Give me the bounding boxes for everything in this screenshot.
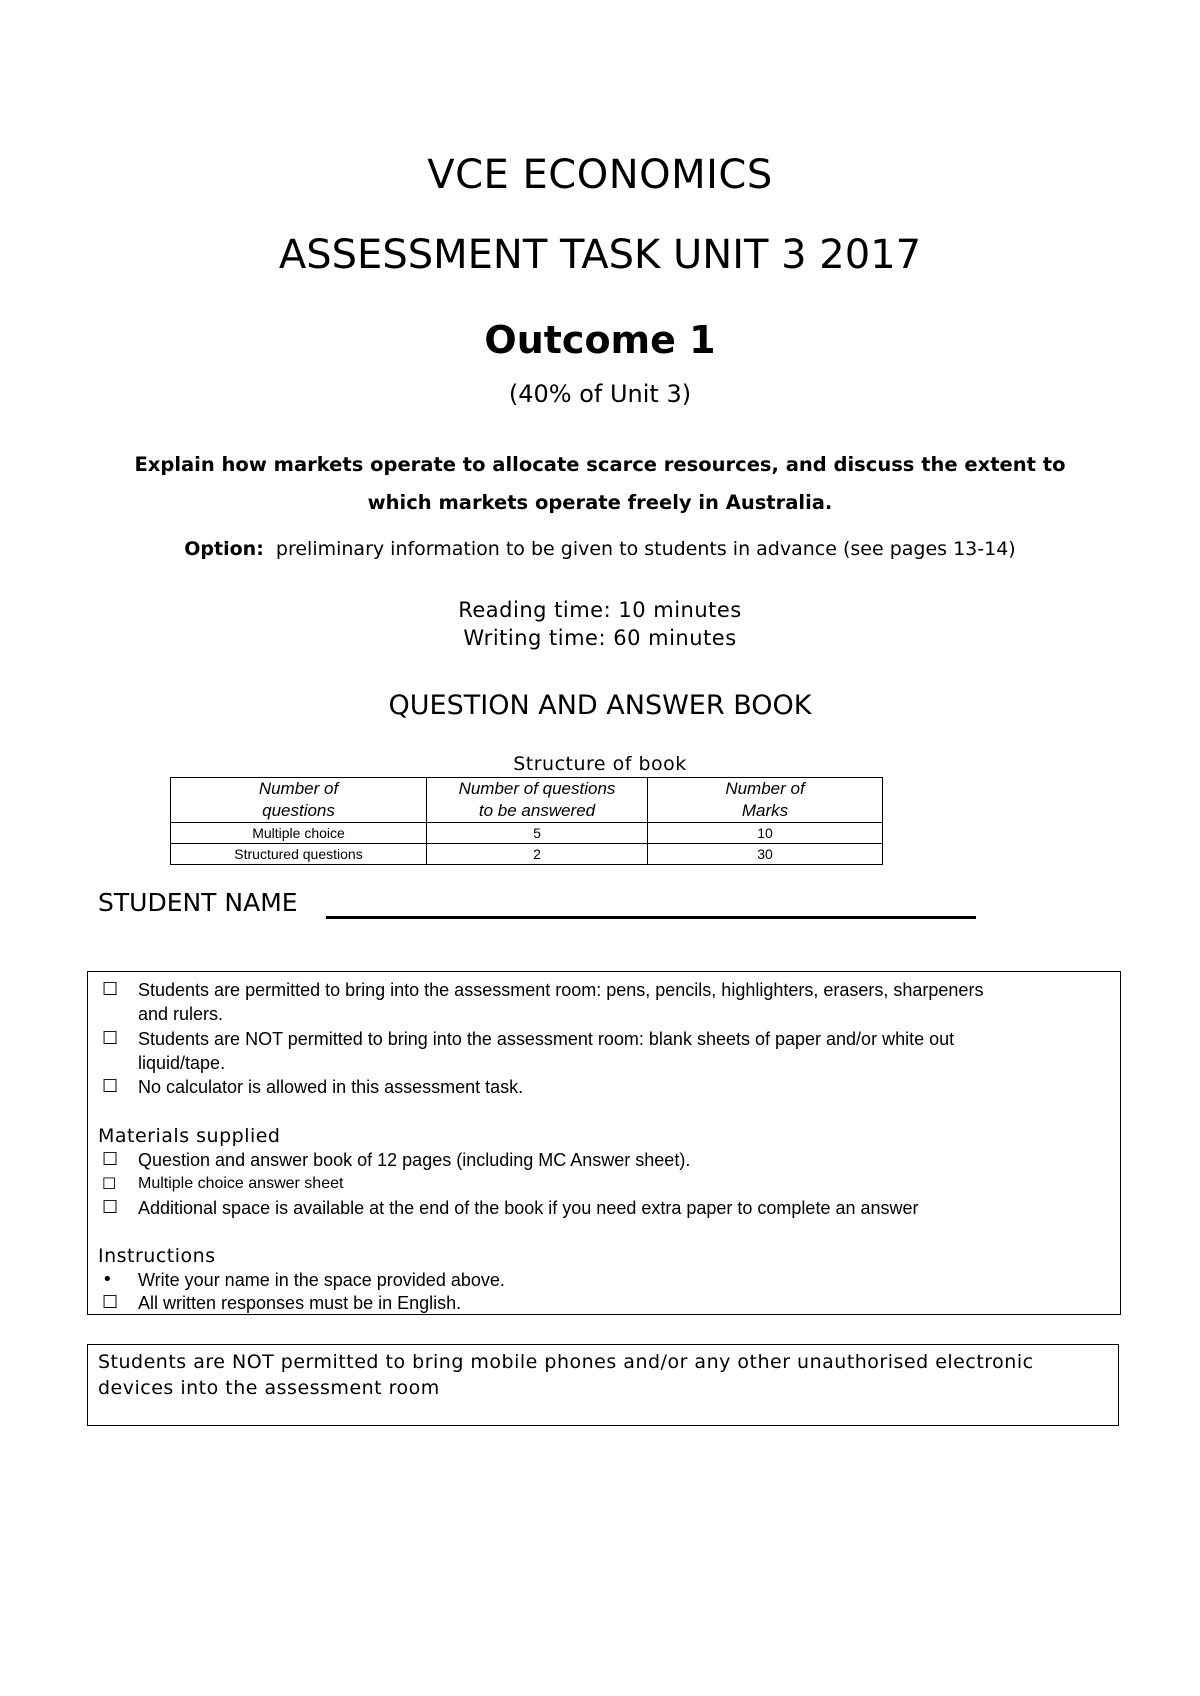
material-text: Additional space is available at the end of the book if you need extra paper to complete an answer bbox=[138, 1198, 919, 1218]
bullet-icon: • bbox=[102, 1269, 113, 1290]
writing-time: Writing time: 60 minutes bbox=[463, 626, 737, 650]
rule-text-line-2: liquid/tape. bbox=[138, 1053, 226, 1073]
material-item bbox=[102, 1148, 1102, 1172]
checkbox-icon[interactable]: ☐ bbox=[102, 1076, 119, 1097]
rule-item bbox=[102, 1075, 1102, 1099]
option-label: Option: bbox=[184, 538, 264, 560]
material-text: Question and answer book of 12 pages (including MC Answer sheet). bbox=[138, 1150, 691, 1170]
option-note bbox=[0, 538, 1200, 560]
material-item bbox=[102, 1172, 1102, 1196]
outcome-heading: Outcome 1 bbox=[484, 318, 716, 362]
outcome-description-line-1: Explain how markets operate to allocate scarce resources, and discuss the extent to bbox=[134, 453, 1066, 476]
table-cell: 10 bbox=[648, 823, 883, 844]
checkbox-icon[interactable]: ☐ bbox=[102, 1292, 119, 1313]
table-cell: 30 bbox=[648, 844, 883, 865]
checkbox-icon[interactable]: ☐ bbox=[102, 1174, 117, 1193]
checkbox-icon[interactable]: ☐ bbox=[102, 1197, 119, 1218]
table-cell: Multiple choice bbox=[171, 823, 427, 844]
structure-heading: Structure of book bbox=[513, 753, 687, 775]
table-cell: 5 bbox=[427, 823, 648, 844]
weighting-text: (40% of Unit 3) bbox=[508, 380, 692, 408]
instruction-text: Write your name in the space provided above. bbox=[138, 1270, 505, 1290]
outcome-description bbox=[0, 446, 1200, 522]
table-header-cell: Number of Marks bbox=[648, 778, 883, 823]
checkbox-icon[interactable]: ☐ bbox=[102, 979, 119, 1000]
structure-table bbox=[170, 777, 883, 865]
document-title: VCE ECONOMICS bbox=[427, 152, 773, 198]
rule-text-line-1: Students are NOT permitted to bring into the assessment room: blank sheets of paper and/or white out bbox=[138, 1029, 955, 1049]
table-row bbox=[171, 823, 883, 844]
student-name-label: STUDENT NAME bbox=[98, 888, 298, 917]
table-row bbox=[171, 844, 883, 865]
rules-box bbox=[87, 971, 1121, 1315]
materials-heading: Materials supplied bbox=[98, 1125, 281, 1147]
material-text: Multiple choice answer sheet bbox=[138, 1175, 344, 1192]
instruction-item bbox=[102, 1268, 1102, 1292]
checkbox-icon[interactable]: ☐ bbox=[102, 1028, 119, 1049]
checkbox-icon[interactable]: ☐ bbox=[102, 1149, 119, 1170]
option-text: preliminary information to be given to students in advance (see pages 13-14) bbox=[275, 538, 1016, 560]
rule-text: No calculator is allowed in this assessment task. bbox=[138, 1077, 524, 1097]
student-name-field[interactable] bbox=[326, 916, 976, 919]
table-header-cell: Number of questions to be answered bbox=[427, 778, 648, 823]
table-header-row bbox=[171, 778, 883, 823]
time-allowances bbox=[0, 596, 1200, 652]
rule-text-line-1: Students are permitted to bring into the assessment room: pens, pencils, highlighters, erasers, sharpeners bbox=[138, 980, 984, 1000]
instruction-text: All written responses must be in English. bbox=[138, 1293, 462, 1313]
instruction-item bbox=[102, 1291, 1102, 1315]
book-heading: QUESTION AND ANSWER BOOK bbox=[388, 690, 812, 721]
reading-time: Reading time: 10 minutes bbox=[458, 598, 742, 622]
table-header-cell: Number of questions bbox=[171, 778, 427, 823]
rule-item bbox=[102, 978, 1102, 1026]
table-cell: Structured questions bbox=[171, 844, 427, 865]
material-item bbox=[102, 1196, 1102, 1220]
instructions-heading: Instructions bbox=[98, 1245, 216, 1267]
phones-notice-box bbox=[87, 1344, 1119, 1426]
rule-item bbox=[102, 1027, 1102, 1075]
table-cell: 2 bbox=[427, 844, 648, 865]
rule-text-line-2: and rulers. bbox=[138, 1004, 224, 1024]
outcome-description-line-2: which markets operate freely in Australia. bbox=[367, 491, 833, 514]
phones-notice-text: Students are NOT permitted to bring mobile phones and/or any other unauthorised electronic devices into the assessment room bbox=[98, 1351, 1034, 1399]
document-subtitle: ASSESSMENT TASK UNIT 3 2017 bbox=[278, 232, 922, 278]
